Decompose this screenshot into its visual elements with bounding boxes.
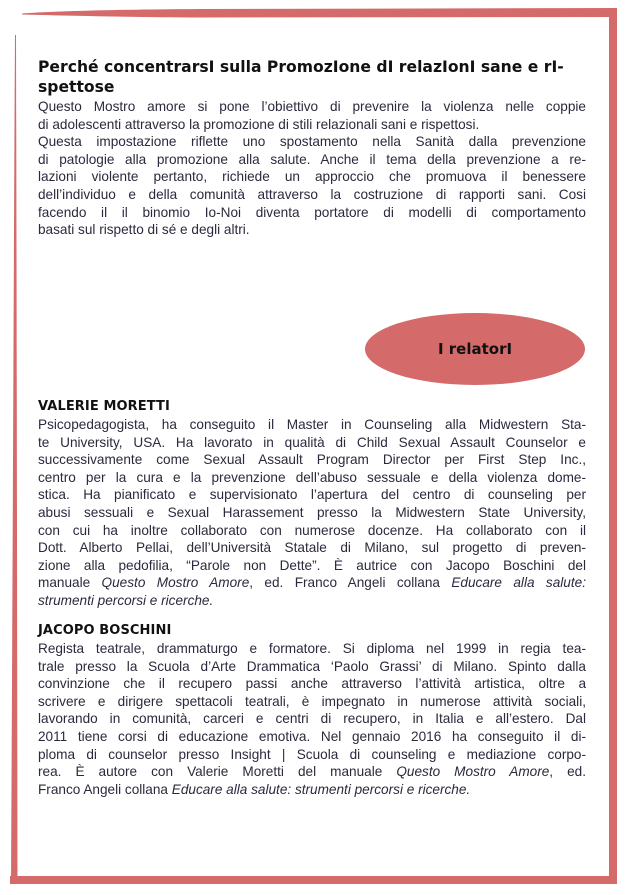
bio-line: successivamente come Sexual Assault Program Director per First Step Inc., [38, 452, 586, 468]
intro-line: Questo Mostro amore si pone l’obiettivo di prevenire la violenza nelle coppie [38, 99, 586, 114]
frame-top-stroke [22, 8, 617, 18]
bio-line: lavorando in comunità, carceri e centri di recupero, in Italia e all’estero. Dal [38, 711, 586, 727]
bio-line: trale presso la Scuola d’Arte Drammatica ‘Paolo Grassi’ di Milano. Spinto dalla [38, 658, 586, 674]
bio-line: stica. Ha pianificato e supervisionato l’apertura del centro di counseling per [38, 487, 586, 503]
speakers-badge [365, 313, 585, 385]
bio-line: Psicopedagogista, ha conseguito il Master in Counseling alla Midwestern Sta- [38, 417, 586, 432]
book-title: Questo Mostro Amore [396, 764, 550, 780]
intro-line: facendo il il binomio Io-Noi diventa portatore di modelli di comportamento [38, 204, 586, 220]
speakers-badge-label: I relatorI [437, 340, 513, 358]
section-title-line: Perché concentrarsI sulla PromozIone dI relazIonI sane e rI- [38, 58, 564, 76]
series-title: strumenti percorsi e ricerche. [38, 592, 214, 608]
bio-line: convinzione che il recupero passi anche attraverso l’attività artistica, oltre a [38, 676, 586, 692]
bio-line: 2011 tiene corsi di educazione emotiva. Nel gennaio 2016 ha conseguito il di- [38, 728, 586, 744]
bio-text: , ed. [549, 764, 586, 780]
bio-line: Dott. Alberto Pellai, dell’Università Statale di Milano, sul progetto di preven- [38, 540, 586, 556]
section-title [38, 57, 590, 97]
bio-line [38, 763, 586, 781]
frame-left-stroke [11, 35, 18, 884]
bio-text: rea. È autore con Valerie Moretti del manuale [38, 764, 397, 780]
series-title: Educare alla salute: strumenti percorsi e ricerche. [171, 781, 471, 797]
intro-line: di patologie alla promozione alla salute. Anche il tema della prevenzione a re- [38, 151, 586, 167]
bio-line [38, 574, 586, 592]
book-title: Questo Mostro Amore [101, 575, 250, 591]
bio-line: Regista teatrale, drammaturgo e formatore. Si diploma nel 1999 in regia tea- [38, 641, 586, 656]
speaker-bio [38, 640, 586, 798]
intro-line: di adolescenti attraverso la promozione di stili relazionali sani e rispettosi. [38, 116, 480, 132]
intro-line: dell’individuo e della comunità attraverso la costruzione di rapporti sani. Cosi [38, 186, 586, 202]
bio-line: abusi sessuali e Sexual Harassement presso la Midwestern State University, [38, 504, 586, 520]
section-title-line: spettose [38, 78, 115, 96]
speaker-name: VALERIE MORETTI [38, 399, 170, 414]
series-title: Educare alla salute: [451, 575, 586, 591]
speaker-bio [38, 416, 586, 610]
intro-paragraph [38, 98, 586, 239]
bio-line: zione alla pedofilia, “Parole non Dette”. È autrice con Jacopo Boschini del [38, 557, 586, 573]
intro-line: lazioni violente pertanto, richiede un approccio che promuova il benessere [38, 169, 586, 185]
intro-line: Questa impostazione riflette uno spostamento nella Sanità dalla prevenzione [38, 134, 586, 150]
bio-line [38, 592, 586, 610]
bio-line: centro per la cura e la prevenzione dell’abuso sessuale e della violenza dome- [38, 469, 586, 485]
bio-line: te University, USA. Ha lavorato in qualità di Child Sexual Assault Counselor e [38, 434, 586, 450]
bio-line: ploma di counselor presso Insight | Scuola di counseling e mediazione corpo- [38, 746, 586, 762]
bio-text: Franco Angeli collana [38, 781, 172, 797]
bio-line: con cui ha inoltre collaborato con numerose docenze. Ha collaborato con il [38, 522, 586, 538]
bio-text: , ed. Franco Angeli collana [249, 575, 452, 591]
bio-line: scrivere e dirigere spettacoli teatrali, è impegnato in numerose attività sociali, [38, 693, 586, 709]
speaker-name: JACOPO BOSCHINI [38, 623, 172, 638]
bio-line [38, 781, 586, 799]
intro-line: basati sul rispetto di sé e degli altri. [38, 222, 250, 238]
frame-bottom-stroke [10, 876, 617, 884]
frame-right-stroke [609, 8, 617, 884]
bio-text: manuale [38, 575, 102, 591]
